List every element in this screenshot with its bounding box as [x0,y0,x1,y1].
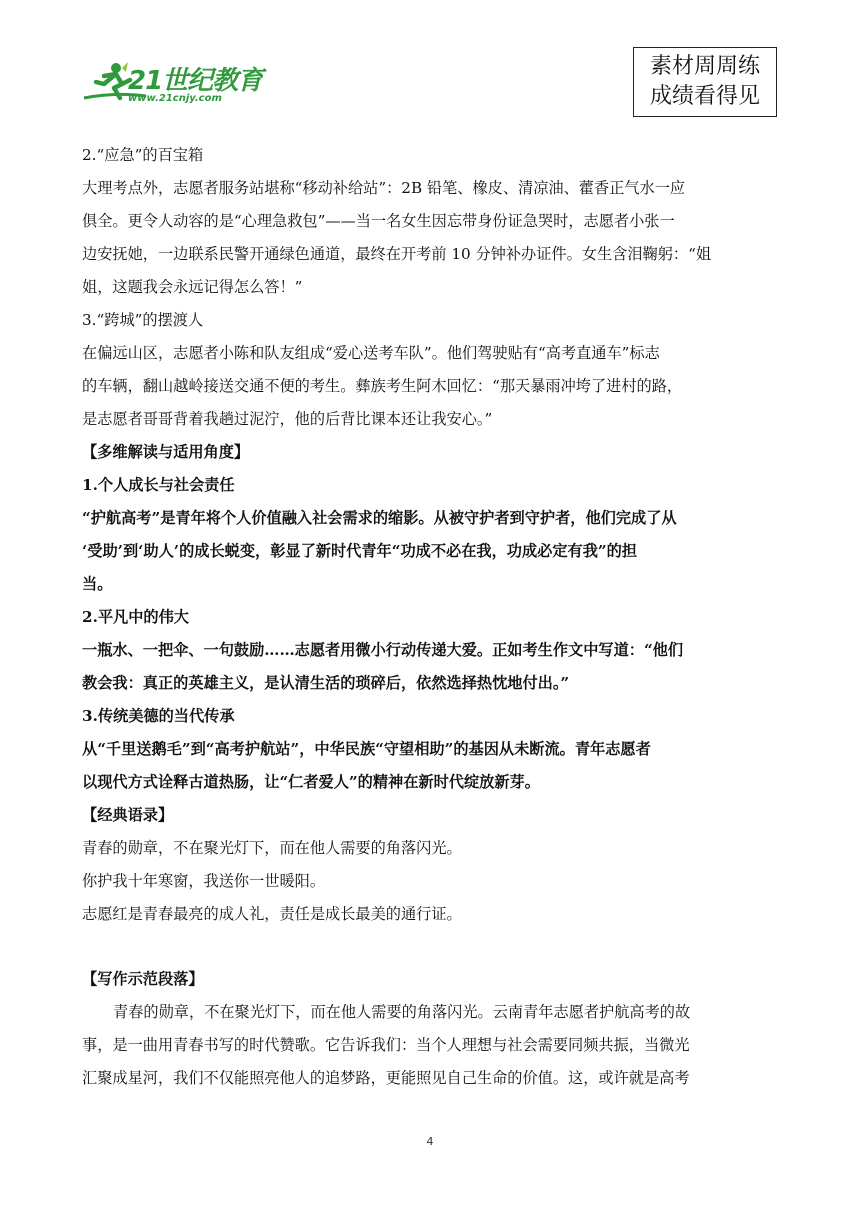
text-line: 姐，这题我会永远记得怎么答！” [82,278,303,296]
page-number: 4 [426,1135,434,1148]
section-heading-interpret: 【多维解读与适用角度】 [82,443,250,461]
text-line: 2.平凡中的伟大 [82,608,189,626]
text-line: 是志愿者哥哥背着我趟过泥泞，他的后背比课本还让我安心。” [82,410,493,428]
text-line: ‘受助’到‘助人’的成长蜕变，彰显了新时代青年“功成不必在我，功成必定有我”的担 [82,542,637,560]
text-line: 教会我：真正的英雄主义，是认清生活的琐碎后，依然选择热忱地付出。” [82,674,570,692]
text-line: 1.个人成长与社会责任 [82,476,235,494]
header-badge [633,47,777,117]
text-line: 2.“应急”的百宝箱 [82,146,204,164]
text-line: 边安抚她，一边联系民警开通绿色通道，最终在开考前 10 分钟补办证件。女生含泪鞠躬：“姐 [82,245,712,263]
text-line: 3.“跨城”的摆渡人 [82,311,204,329]
badge-line-2: 成绩看得见 [649,84,760,109]
quote-line: 你护我十年寒窗，我送你一世暖阳。 [82,872,325,890]
text-line: 事，是一曲用青春书写的时代赞歌。它告诉我们：当个人理想与社会需要同频共振，当微光 [82,1036,690,1054]
text-line: 大理考点外，志愿者服务站堪称“移动补给站”：2B 铅笔、橡皮、清凉油、藿香正气水一应 [82,179,686,197]
text-line: 3.传统美德的当代传承 [82,707,235,725]
section-heading-quotes: 【经典语录】 [82,806,174,824]
section-heading-writing: 【写作示范段落】 [82,970,204,988]
text-line: 俱全。更令人动容的是“心理急救包”——当一名女生因忘带身份证急哭时，志愿者小张一 [82,212,675,230]
document-body [82,139,782,1095]
quote-line: 青春的勋章，不在聚光灯下，而在他人需要的角落闪光。 [82,839,462,857]
logo-url: www.21cnjy.com [128,93,222,104]
quote-line: 志愿红是青春最亮的成人礼，责任是成长最美的通行证。 [82,905,462,923]
badge-line-1: 素材周周练 [649,54,760,79]
logo-text: 21世纪教育 [128,66,263,96]
text-line: 汇聚成星河，我们不仅能照亮他人的追梦路，更能照见自己生命的价值。这，或许就是高考 [82,1069,690,1087]
text-line: 青春的勋章，不在聚光灯下，而在他人需要的角落闪光。云南青年志愿者护航高考的故 [113,1003,691,1021]
text-line: 一瓶水、一把伞、一句鼓励……志愿者用微小行动传递大爱。正如考生作文中写道：“他们 [82,641,684,659]
text-line: 从“千里送鹅毛”到“高考护航站”，中华民族“守望相助”的基因从未断流。青年志愿者 [82,740,651,758]
text-line: 以现代方式诠释古道热肠，让“仁者爱人”的精神在新时代绽放新芽。 [82,773,540,791]
text-line: “护航高考”是青年将个人价值融入社会需求的缩影。从被守护者到守护者，他们完成了从 [82,509,677,527]
text-line: 在偏远山区，志愿者小陈和队友组成“爱心送考车队”。他们驾驶贴有“高考直通车”标志 [82,344,660,362]
text-line: 的车辆，翻山越岭接送交通不便的考生。彝族考生阿木回忆：“那天暴雨冲垮了进村的路， [82,377,683,395]
text-line: 当。 [82,575,113,593]
